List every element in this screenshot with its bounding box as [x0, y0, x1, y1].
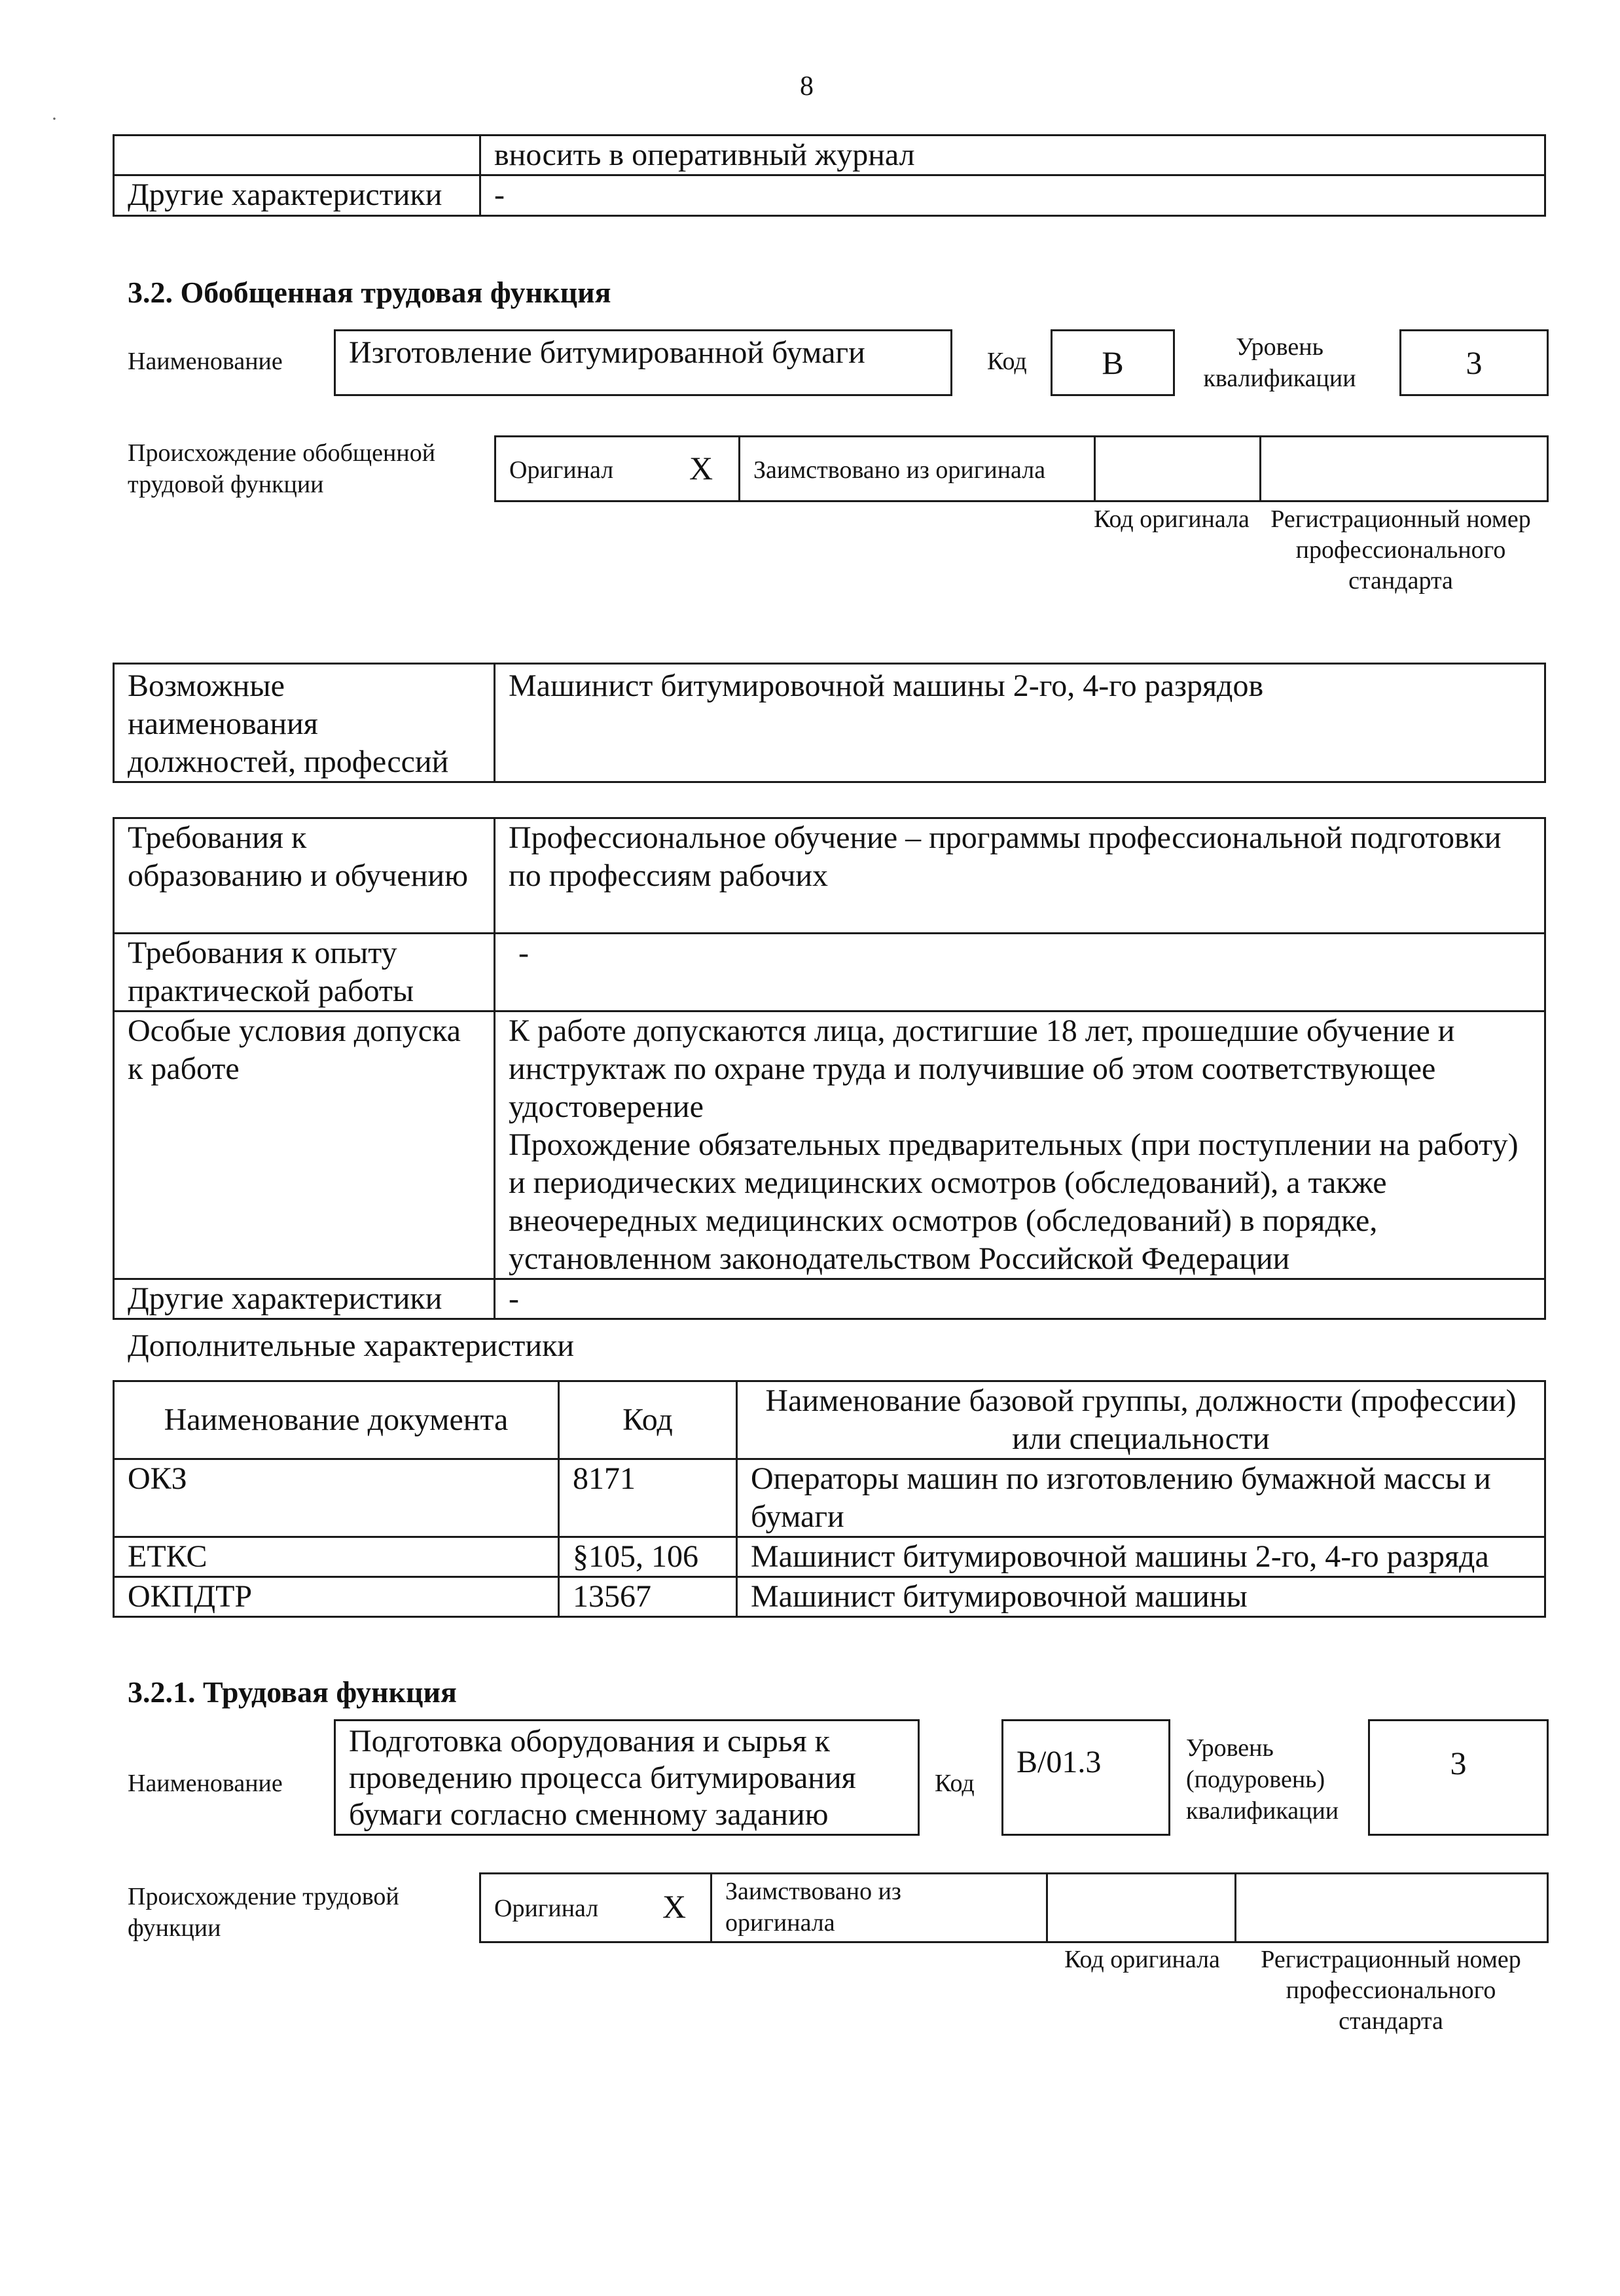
req-other-label: Другие характеристики: [114, 1279, 495, 1319]
table-row: [114, 1459, 1545, 1537]
origin-code-cell: [1096, 437, 1261, 500]
tf-origin-row: [479, 1872, 1549, 1943]
continuation-table: [113, 134, 1546, 217]
positions-value: Машинист битумировочной машины 2-го, 4-го разрядов: [495, 664, 1545, 782]
origin-mark: X: [689, 450, 713, 486]
req-conditions-paragraph-1: К работе допускаются лица, достигшие 18 лет, прошедшие обучение и инструктаж по охране труда и получившие об этом соответствующее удостоверение: [509, 1013, 1455, 1124]
origin-original-cell: [496, 437, 740, 500]
level-label: Уровень квалификации: [1203, 333, 1356, 392]
tf-origin-original-label: Оригинал: [494, 1895, 599, 1922]
tf-origin-mark: X: [662, 1888, 687, 1925]
cont-label-other: Другие характеристики: [114, 175, 480, 216]
cont-value: вносить в оперативный журнал: [480, 136, 1545, 175]
table-row: [114, 1537, 1545, 1577]
positions-label: Возможные наименования должностей, профессий: [114, 664, 495, 782]
add-doc: ЕТКС: [114, 1537, 559, 1577]
add-code: 8171: [559, 1459, 737, 1537]
tf-origin-label: Происхождение трудовой функции: [128, 1883, 399, 1942]
tf-code-box: B/01.3: [1001, 1719, 1170, 1836]
origin-reg-cell: [1261, 437, 1547, 500]
add-doc: ОКПДТР: [114, 1577, 559, 1617]
tf-level-box: 3: [1368, 1719, 1549, 1836]
tf-name-box: Подготовка оборудования и сырья к проведению процесса битумирования бумаги согласно сменному заданию: [334, 1719, 920, 1836]
origin-borrowed-cell: [740, 437, 1096, 500]
tf-origin-original-cell: [481, 1874, 712, 1941]
req-conditions-value: [495, 1011, 1545, 1279]
caption-reg-number: Регистрационный номер профессионального стандарта: [1270, 505, 1531, 594]
tf-origin-borrowed-cell: [712, 1874, 1048, 1941]
positions-table: [113, 663, 1546, 783]
section-heading-3-2-1: 3.2.1. Трудовая функция: [128, 1675, 457, 1709]
tf-origin-reg-cell: [1236, 1874, 1547, 1941]
gtf-name-box: Изготовление битумированной бумаги: [334, 329, 952, 396]
req-experience-label: Требования к опыту практической работы: [114, 934, 495, 1011]
cont-empty-cell: [114, 136, 480, 175]
tf-caption-code-original: Код оригинала: [1064, 1946, 1220, 1973]
req-other-value: -: [495, 1279, 1545, 1319]
tf-caption-reg-number: Регистрационный номер профессионального стандарта: [1261, 1946, 1521, 2035]
additional-title: Дополнительные характеристики: [128, 1328, 575, 1363]
additional-table: [113, 1380, 1546, 1618]
code-label: Код: [987, 348, 1027, 375]
requirements-table: [113, 817, 1546, 1320]
add-doc: ОКЗ: [114, 1459, 559, 1537]
add-header-name: Наименование базовой группы, должности (профессии) или специальности: [737, 1381, 1545, 1459]
scan-mark: ·: [51, 108, 58, 130]
tf-name-label: Наименование: [128, 1770, 283, 1797]
caption-code-original: Код оригинала: [1094, 505, 1250, 533]
add-code: 13567: [559, 1577, 737, 1617]
tf-origin-code-cell: [1048, 1874, 1236, 1941]
tf-code-label: Код: [935, 1770, 975, 1797]
add-name: Машинист битумировочной машины 2-го, 4-го разряда: [737, 1537, 1545, 1577]
tf-level-label: Уровень (подуровень) квалификации: [1186, 1734, 1339, 1825]
section-heading-3-2: 3.2. Обобщенная трудовая функция: [128, 276, 611, 309]
table-row: [114, 1577, 1545, 1617]
add-code: §105, 106: [559, 1537, 737, 1577]
add-name: Операторы машин по изготовлению бумажной массы и бумаги: [737, 1459, 1545, 1537]
req-education-value: Профессиональное обучение – программы профессиональной подготовки по профессиям рабочих: [495, 818, 1545, 934]
page-number: 8: [800, 71, 814, 101]
req-experience-value: -: [495, 934, 1545, 1011]
tf-origin-borrowed-label: Заимствовано из оригинала: [725, 1878, 901, 1937]
req-education-label: Требования к образованию и обучению: [114, 818, 495, 934]
gtf-level-box: 3: [1399, 329, 1549, 396]
req-conditions-paragraph-2: Прохождение обязательных предварительных (при поступлении на работу) и периодических медицинских осмотров (обследований), а также внеочередных медицинских осмотров (обследований) в порядке, установленном законодательством Российской Федерации: [509, 1127, 1519, 1276]
origin-original-label: Оригинал: [509, 456, 614, 484]
cont-value-other: -: [480, 175, 1545, 216]
gtf-code-box: B: [1051, 329, 1175, 396]
name-label: Наименование: [128, 348, 283, 375]
origin-row: [494, 435, 1549, 502]
add-header-doc: Наименование документа: [114, 1381, 559, 1459]
add-name: Машинист битумировочной машины: [737, 1577, 1545, 1617]
req-conditions-label: Особые условия допуска к работе: [114, 1011, 495, 1279]
origin-label: Происхождение обобщенной трудовой функции: [128, 439, 436, 498]
origin-borrowed-label: Заимствовано из оригинала: [753, 456, 1046, 484]
add-header-code: Код: [559, 1381, 737, 1459]
